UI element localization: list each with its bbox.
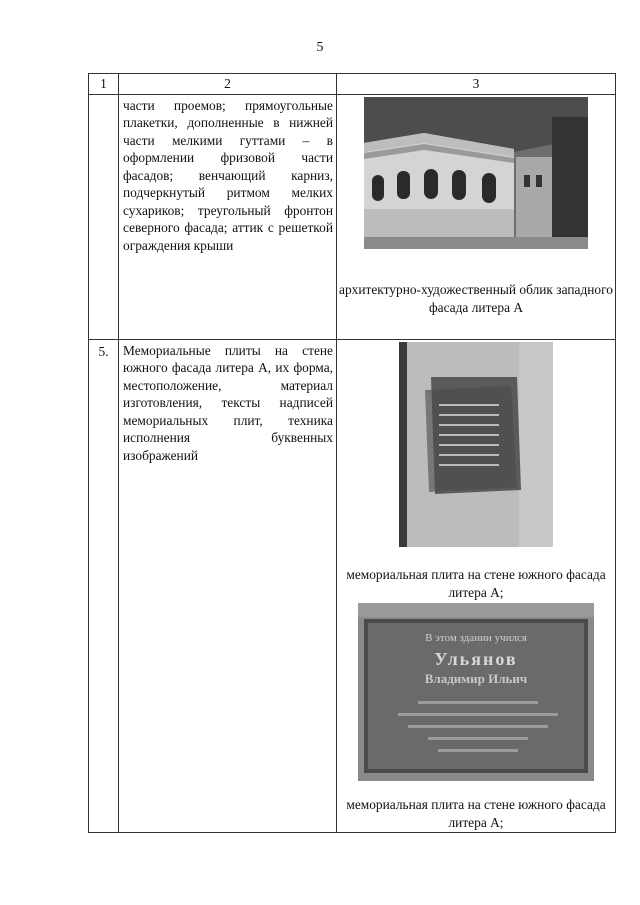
plaque-line-2: Ульянов <box>434 648 518 669</box>
photo-caption: архитектурно-художественный облик западного фасада литера А <box>339 281 613 315</box>
description-text: части проемов; прямоугольные плакетки, дополненные в нижней части мелкими гуттами – в оформлении фризовой части фасадов; венчающий карниз, подчеркнутый ритмом мелких сухариков; треугольный фронтон северного фасада; аттик с решеткой ограждения крыши <box>123 97 333 253</box>
description-text: Мемориальные плиты на стене южного фасада литера А, их форма, местоположение, материал изготовления, тексты надписей мемориальных плит, техника исполнения буквенных изображений <box>123 342 333 463</box>
monument-features-table <box>88 73 616 833</box>
photo-cell <box>337 94 616 339</box>
table-header-row <box>89 74 616 95</box>
west-facade-photo <box>364 97 588 249</box>
header-col-2: 2 <box>119 74 337 95</box>
plaque-line-3: Владимир Ильич <box>424 670 528 686</box>
table-row <box>89 94 616 339</box>
header-col-3: 3 <box>337 74 616 95</box>
table-row <box>89 339 616 832</box>
row-number <box>89 94 119 339</box>
row-number: 5. <box>89 339 119 832</box>
photo-caption: мемориальная плита на стене южного фасада литера А; <box>346 796 606 830</box>
plaque-line-1: В этом здании учился <box>425 631 527 644</box>
plaque-closeup-photo <box>358 603 594 781</box>
row-description <box>119 339 337 832</box>
row-description <box>119 94 337 339</box>
header-col-1: 1 <box>89 74 119 95</box>
photo-caption: мемориальная плита на стене южного фасада литера А; <box>346 566 606 600</box>
photo-cell <box>337 339 616 832</box>
plaque-wall-photo <box>399 342 553 547</box>
page-number: 5 <box>316 40 324 55</box>
